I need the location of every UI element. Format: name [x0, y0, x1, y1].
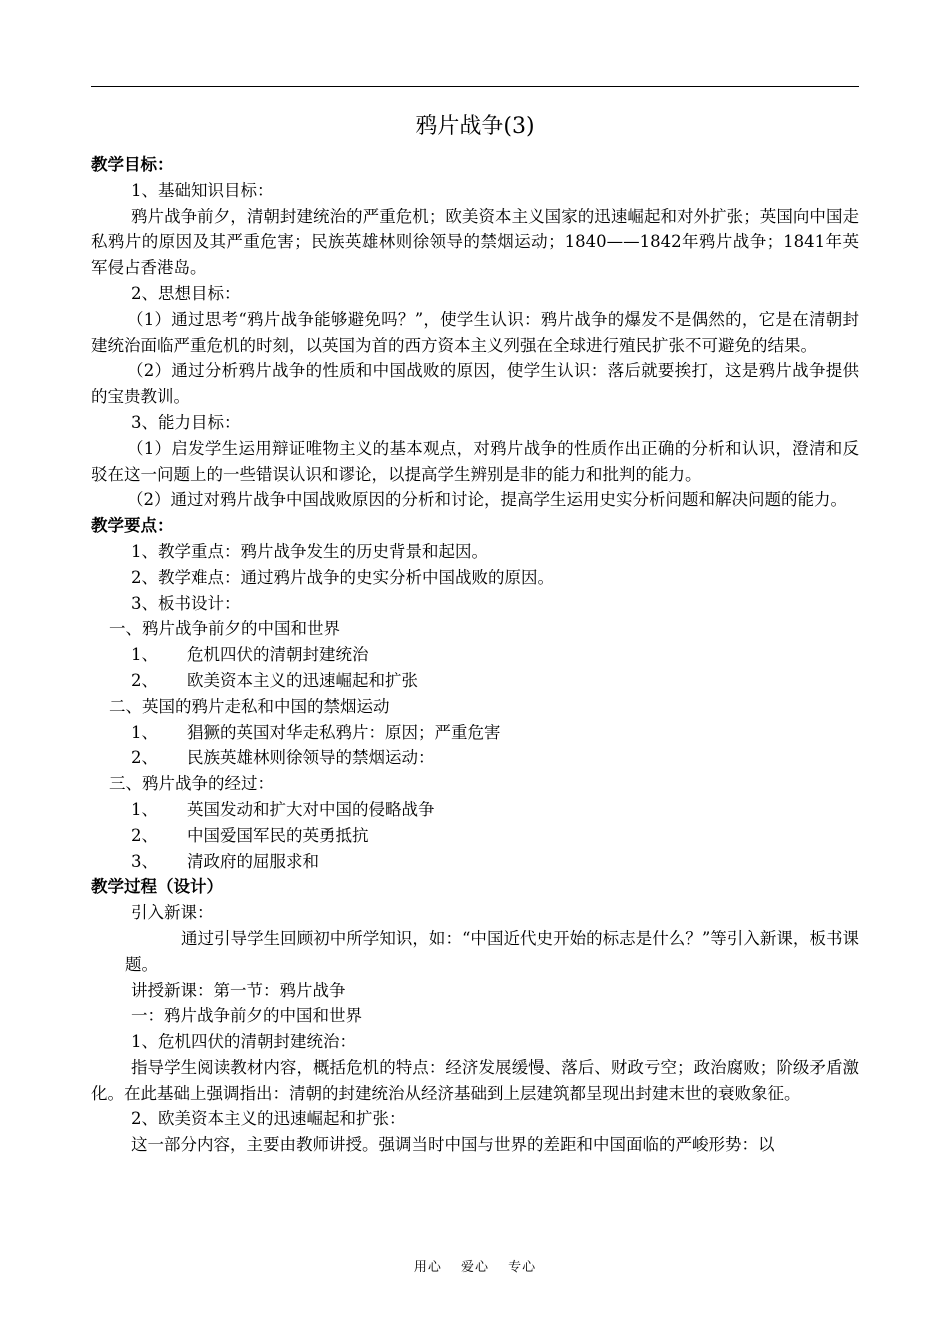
thought-item-1: （1）通过思考“鸦片战争能够避免吗？”，使学生认识：鸦片战争的爆发不是偶然的，它是在清朝封建统治面临严重危机的时刻，以英国为首的西方资本主义列强在全球进行殖民扩张不可避免的结果。 — [91, 309, 859, 355]
outline-item-text: 英国发动和扩大对中国的侵略战争 — [187, 799, 435, 819]
subsection-two-text: 这一部分内容，主要由教师讲授。强调当时中国与世界的差距和中国面临的严峻形势：以 — [131, 1135, 775, 1155]
ability-item-2: （2）通过对鸦片战争中国战败原因的分析和讨论，提高学生运用史实分析问题和解决问题的能力。 — [127, 490, 847, 510]
outline-item — [91, 797, 859, 823]
subsection-one-heading: 1、危机四伏的清朝封建统治： — [131, 1032, 356, 1052]
outline-item — [91, 720, 859, 746]
outline-item-number: 1、 — [131, 799, 158, 819]
teaching-focus: 1、教学重点：鸦片战争发生的历史背景和起因。 — [131, 541, 488, 561]
intro-text: 通过引导学生回顾初中所学知识，如：“中国近代史开始的标志是什么？”等引入新课，板书课题。 — [125, 928, 859, 974]
outline-item-number: 2、 — [131, 825, 158, 845]
header-rule — [91, 86, 859, 87]
intro-label: 引入新课： — [131, 903, 214, 923]
outline-item — [91, 849, 859, 875]
outline-item-number: 2、 — [131, 748, 158, 768]
knowledge-label: 1、基础知识目标： — [131, 180, 274, 200]
outline-item-text: 危机四伏的清朝封建统治 — [187, 645, 369, 665]
outline-item-text: 欧美资本主义的迅速崛起和扩张 — [187, 670, 418, 690]
outline-item-number: 2、 — [131, 670, 158, 690]
thought-label: 2、思想目标： — [131, 283, 241, 303]
page-footer: 用心 爱心 专心 — [413, 1260, 537, 1275]
outline-section-title: 二、英国的鸦片走私和中国的禁烟运动 — [109, 696, 390, 716]
lecture-label: 讲授新课：第一节：鸦片战争 — [131, 980, 346, 1000]
subsection-two-heading: 2、欧美资本主义的迅速崛起和扩张： — [131, 1109, 406, 1129]
document-body — [91, 152, 859, 1158]
outline-item-text: 中国爱国军民的英勇抵抗 — [187, 825, 369, 845]
outline-item — [91, 745, 859, 771]
teaching-difficulty: 2、教学难点：通过鸦片战争的史实分析中国战败的原因。 — [131, 567, 554, 587]
outline-item-text: 民族英雄林则徐领导的禁烟运动： — [187, 748, 435, 768]
board-design-label: 3、板书设计： — [131, 593, 241, 613]
ability-item-1: （1）启发学生运用辩证唯物主义的基本观点，对鸦片战争的性质作出正确的分析和认识，澄清和反驳在这一问题上的一些错误认识和谬论，以提高学生辨别是非的能力和批判的能力。 — [91, 438, 859, 484]
knowledge-text: 鸦片战争前夕，清朝封建统治的严重危机；欧美资本主义国家的迅速崛起和对外扩张；英国向中国走私鸦片的原因及其严重危害；民族英雄林则徐领导的禁烟运动；1840——1842年鸦片战争；1841年英军侵占香港岛。 — [91, 206, 859, 278]
objectives-heading: 教学目标： — [91, 155, 174, 174]
process-heading: 教学过程（设计） — [91, 877, 223, 897]
part-one-heading: 一：鸦片战争前夕的中国和世界 — [131, 1006, 362, 1026]
outline-item-text: 猖獗的英国对华走私鸦片：原因；严重危害 — [187, 722, 501, 742]
key-points-heading: 教学要点： — [91, 516, 174, 536]
outline-item-number: 1、 — [131, 645, 158, 665]
outline-item-text: 清政府的屈服求和 — [187, 851, 319, 871]
outline-item — [91, 668, 859, 694]
outline-item — [91, 642, 859, 668]
outline-item-number: 3、 — [131, 851, 158, 871]
outline-section-title: 三、鸦片战争的经过： — [109, 774, 274, 794]
outline-item-number: 1、 — [131, 722, 158, 742]
outline-item — [91, 823, 859, 849]
page-title: 鸦片战争(3) — [415, 114, 535, 139]
subsection-one-text: 指导学生阅读教材内容，概括危机的特点：经济发展缓慢、落后、财政亏空；政治腐败；阶级矛盾激化。在此基础上强调指出：清朝的封建统治从经济基础到上层建筑都呈现出封建末世的衰败象征。 — [91, 1057, 859, 1103]
thought-item-2: （2）通过分析鸦片战争的性质和中国战败的原因，使学生认识：落后就要挨打，这是鸦片战争提供的宝贵教训。 — [91, 361, 859, 407]
outline-section-title: 一、鸦片战争前夕的中国和世界 — [109, 619, 340, 639]
ability-label: 3、能力目标： — [131, 412, 241, 432]
